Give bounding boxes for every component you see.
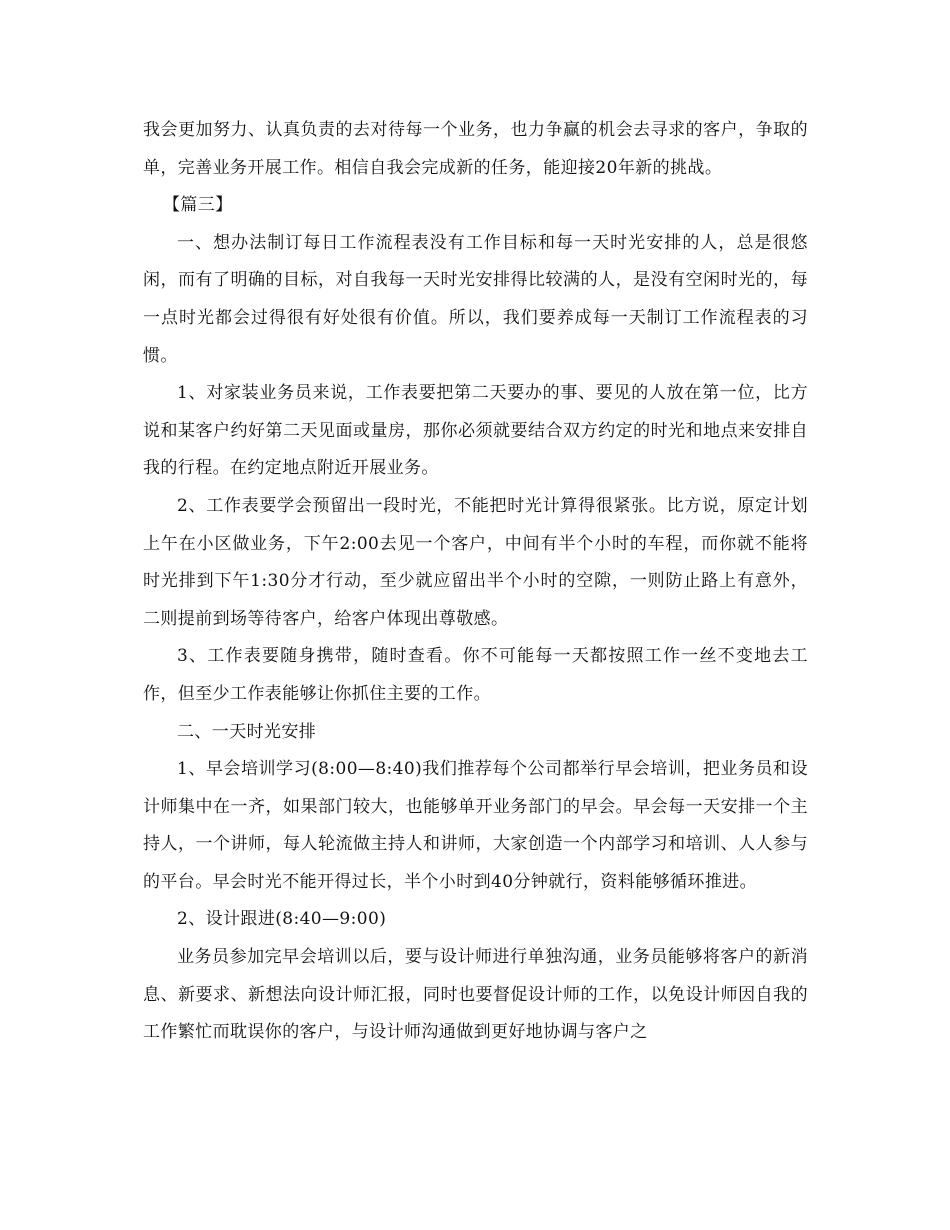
paragraph-closing: 我会更加努力、认真负责的去对待每一个业务，也力争赢的机会去寻求的客户，争取的单，完善业务开展工作。相信自我会完成新的任务，能迎接20年新的挑战。 xyxy=(143,120,808,178)
paragraph-point-2: 2、工作表要学会预留出一段时光，不能把时光计算得很紧张。比方说，原定计划上午在小区做业务，下午2:00去见一个客户，中间有半个小时的车程，而你就不能将时光排到下午1:30分才行动，至少就应留出半个小时的空隙，一则防止路上有意外，二则提前到场等待客户，给客户体现出尊敬感。 xyxy=(143,495,808,629)
section-heading-daily-schedule: 二、一天时光安排 xyxy=(177,721,317,742)
paragraph-point-1: 1、对家装业务员来说，工作表要把第二天要办的事、要见的人放在第一位，比方说和某客户约好第二天见面或量房，那你必须就要结合双方约定的时光和地点来安排自我的行程。在约定地点附近开展业务。 xyxy=(143,383,808,479)
subheading-design-follow-up: 2、设计跟进(8:40—9:00) xyxy=(177,909,387,930)
paragraph-morning-meeting: 1、早会培训学习(8:00—8:40)我们推荐每个公司都举行早会培训，把业务员和设计师集中在一齐，如果部门较大，也能够单开业务部门的早会。早会每一天安排一个主持人，一个讲师，每人轮流做主持人和讲师，大家创造一个内部学习和培训、人人参与的平台。早会时光不能开得过长，半个小时到40分钟就行，资料能够循环推进。 xyxy=(143,759,808,892)
document-body xyxy=(143,112,808,1052)
paragraph-design-follow-up: 业务员参加完早会培训以后，要与设计师进行单独沟通，业务员能够将客户的新消息、新要求、新想法向设计师汇报，同时也要督促设计师的工作，以免设计师因自我的工作繁忙而耽误你的客户，与设计师沟通做到更好地协调与客户之 xyxy=(143,947,808,1043)
paragraph-work-schedule-intro: 一、想办法制订每日工作流程表没有工作目标和每一天时光安排的人，总是很悠闲，而有了明确的目标，对自我每一天时光安排得比较满的人，是没有空闲时光的，每一点时光都会过得很有好处很有价值。所以，我们要养成每一天制订工作流程表的习惯。 xyxy=(143,232,808,366)
paragraph-point-3: 3、工作表要随身携带，随时查看。你不可能每一天都按照工作一丝不变地去工作，但至少工作表能够让你抓住主要的工作。 xyxy=(143,646,808,704)
section-title-part-three: 【篇三】 xyxy=(163,195,233,216)
